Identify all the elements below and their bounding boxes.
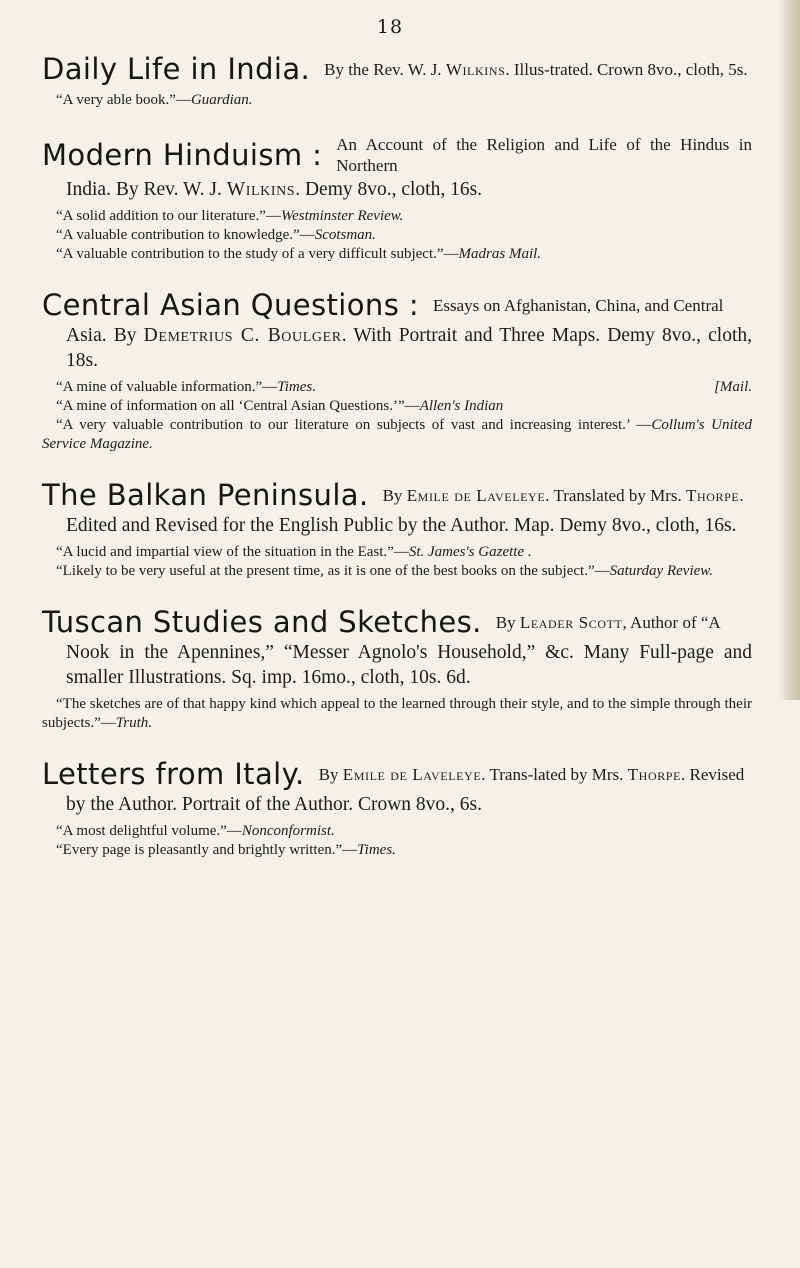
author-name: Emile de Laveleye xyxy=(406,485,546,505)
review-quote: “A most delightful volume.”—Nonconformist. xyxy=(56,823,335,839)
author-name: Demetrius C. Boulger xyxy=(143,325,342,346)
author-name: Wilkins xyxy=(226,179,296,200)
translator-name: Thorpe xyxy=(685,485,740,505)
entry-heading xyxy=(42,478,752,512)
review-source: Times. xyxy=(277,379,316,395)
book-entry-letters-from-italy xyxy=(42,757,752,860)
page-edge-shadow xyxy=(778,0,800,700)
review-quote: “The sketches are of that happy kind which appeal to the learned through their style, and to the simple through their subjects.”—Truth. xyxy=(42,696,752,731)
book-description: by the Author. Portrait of the Author. Crown 8vo., 6s. xyxy=(66,794,482,815)
review-source: Nonconformist. xyxy=(241,823,335,839)
book-byline: By Emile de Laveleye. Trans-lated by Mrs. Thorpe. Revised xyxy=(318,764,745,784)
book-title: Central Asian Questions : xyxy=(42,288,419,322)
review-source: Collum's United Service Magazine. xyxy=(42,417,752,452)
book-title: The Balkan Peninsula. xyxy=(42,478,369,512)
review-quote: “A mine of information on all ‘Central Asian Questions.’”—Allen's Indian xyxy=(56,398,504,414)
review-list xyxy=(42,91,752,110)
book-title: Letters from Italy. xyxy=(42,757,305,791)
review-source: Saturday Review. xyxy=(609,563,713,579)
review-quote: “Likely to be very useful at the present time, as it is one of the best books on the subject.”—Saturday Review. xyxy=(56,563,713,579)
review-source: Madras Mail. xyxy=(458,246,542,262)
book-entry-balkan-peninsula xyxy=(42,478,752,581)
book-byline: By the Rev. W. J. Wilkins. Illus-trated. Crown 8vo., cloth, 5s. xyxy=(324,59,748,79)
review-quote: “A solid addition to our literature.”—Westminster Review. xyxy=(56,208,404,224)
book-title: Daily Life in India. xyxy=(42,52,311,86)
review-quote: “A valuable contribution to knowledge.”—Scotsman. xyxy=(56,227,376,243)
book-description: India. By Rev. W. J. Wilkins. Demy 8vo., cloth, 16s. xyxy=(66,179,483,200)
entry-heading xyxy=(42,288,752,322)
review-source: Truth. xyxy=(115,715,153,731)
review-list xyxy=(42,543,752,581)
review-list xyxy=(42,695,752,733)
review-quote: “A valuable contribution to the study of a very difficult subject.”—Madras Mail. xyxy=(56,246,542,262)
entry-heading xyxy=(42,134,752,176)
book-subtitle: Essays on Afghanistan, China, and Central xyxy=(433,295,724,315)
entry-heading xyxy=(42,52,752,86)
entry-heading xyxy=(42,757,752,791)
book-byline: By Emile de Laveleye. Translated by Mrs. Thorpe. xyxy=(382,485,744,505)
review-quote: “Every page is pleasantly and brightly written.”—Times. xyxy=(56,842,396,858)
book-entry-tuscan-studies xyxy=(42,605,752,733)
review-list xyxy=(42,378,752,454)
book-subtitle: An Account of the Religion and Life of the Hindus in Northern xyxy=(336,135,752,175)
review-source: Guardian. xyxy=(190,92,253,108)
review-source: Westminster Review. xyxy=(280,208,404,224)
review-source: St. James's Gazette . xyxy=(408,544,532,560)
book-entry-central-asian-questions xyxy=(42,288,752,454)
review-quote: “A very able book.”—Guardian. xyxy=(56,92,253,108)
book-description: Edited and Revised for the English Public by the Author. Map. Demy 8vo., cloth, 16s. xyxy=(66,515,737,536)
book-entry-daily-life-in-india xyxy=(42,52,752,110)
review-list xyxy=(42,822,752,860)
review-quote: “A mine of valuable information.”—Times. [Mail. xyxy=(56,379,752,395)
book-title: Modern Hinduism : xyxy=(42,138,323,172)
book-list xyxy=(42,52,752,884)
book-description: Asia. By Demetrius C. Boulger. With Portrait and Three Maps. Demy 8vo., cloth, 18s. xyxy=(66,325,753,371)
entry-heading xyxy=(42,605,752,639)
review-list xyxy=(42,207,752,264)
review-source: Times. xyxy=(357,842,396,858)
review-source-continued: [Mail. xyxy=(714,379,752,395)
author-name: Leader Scott xyxy=(519,612,623,632)
book-title: Tuscan Studies and Sketches. xyxy=(42,605,482,639)
translator-name: Thorpe xyxy=(627,764,682,784)
author-name: Wilkins xyxy=(445,59,506,79)
book-description: Nook in the Apennines,” “Messer Agnolo's Household,” &c. Many Full-page and smaller Illustrations. Sq. imp. 16mo., cloth, 10s. 6d. xyxy=(66,642,752,688)
book-entry-modern-hinduism xyxy=(42,134,752,264)
review-source: Allen's Indian xyxy=(419,398,504,414)
book-byline: By Leader Scott, Author of “A xyxy=(495,612,721,632)
review-source: Scotsman. xyxy=(314,227,376,243)
review-quote: “A lucid and impartial view of the situation in the East.”—St. James's Gazette . xyxy=(56,544,532,560)
review-quote: “A very valuable contribution to our literature on subjects of vast and increasing interest.’ —Collum's United Service Magazine. xyxy=(42,417,752,452)
page-number: 18 xyxy=(376,16,404,38)
author-name: Emile de Laveleye xyxy=(342,764,482,784)
